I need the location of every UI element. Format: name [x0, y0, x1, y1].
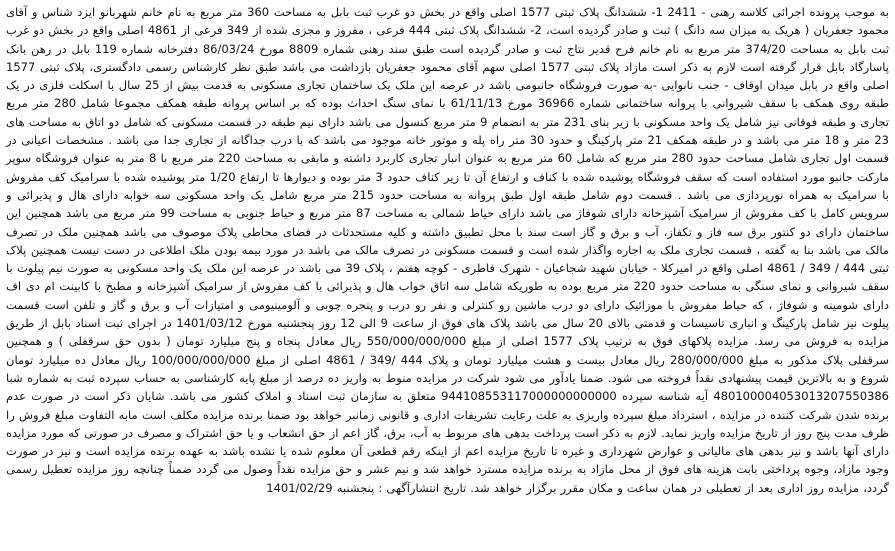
notice-body-text: به موجب پرونده اجرائی کلاسه رهنی - 2411 1- ششدانگ پلاک ثبتی 1577 اصلی واقع در بخش دو غرب ثبت بابل به مساحت 360 متر مربع به نام خانم شهربانو ایزد شناس و آقای محمود جعفریان ( هریک به میزان سه دانگ ) ثبت و صادر گردیده است، 2- ششدانگ پلاک ثبتی 444 فرعی ، مفروز و مجزی شده از 349 فرعی از 4861 اصلی واقع در بخش دو غرب ثبت بابل به مساحت 374/20 متر مربع به نام خانم فرح قدیر نتاج ثبت و صادر گردیده است طبق سند رهنی شماره 8809 مورخ 86/03/24 دفترخانه شماره 119 بابل در رهن بانک پاسارگاد بابل قرار گرفته است لازم به ذکر است مازاد پلاک ثبتی 1577 اصلی سهم آقای محمود جعفریان بازداشت می باشد طبق نظر کارشناس رسمی دادگستری، پلاک ثبتی 1577 اصلی واقع در بابل میدان اوقاف - جنب نانوایی -به صورت فروشگاه جانبومی باشد در عرصه این ملک یک ساختمان تجاری مسکونی به قدمت بیش از 25 سال با اسکلت فلزی در یک طبقه روی همکف با سقف شیروانی با پروانه ساختمانی شماره 36966 مورخ 61/11/13 با نمای سنگ احداث بوده که بر اساس پروانه طبقه همکف مجموعا شامل 280 متر مربع تجاری و طبقه فوقانی نیز شامل یک واحد مسکونی با زیر بنای 231 متر به انضمام 9 متر مربع کنسول می باشد دارای نیم طبقه در قسمت مسکونی که شامل دو اتاق به مساحت های 23 متر و 18 متر می باشد و در طبقه همکف 21 متر پارکینگ و حدود 30 متر راه پله و موتور خانه موجود می باشد که با درب جداگانه از تجاری جدا می باشد . مشخصات اعیانی در قسمت اول تجاری شامل مساحت حدود 280 متر مربع که شامل 60 متر مربع به عنوان انبار تجاری کاربرد داشته و مابقی به مساحت 220 متر مربع با 8 متر به عنوان فروشگاه سوپر مارکت جانبو مورد استفاده است که سقف فروشگاه پوشیده شده با کناف و ارتفاع آن تا زیر کناف حدود 3 متر بوده و دیوارها تا ارتفاع 1/20 متر پوشیده شده با سرامیک کف مفروش با سرامیک به همراه نورپردازی می باشد . قسمت دوم شامل طبقه اول طبق پروانه به مساحت حدود 215 متر مربع شامل یک واحد مسکونی سه خوابه دارای هال و پذیرائی و سرویس کامل با کف مفروش از سرامیک آشپزخانه دارای شوفاژ می باشد دارای حیاط شمالی به مساحت 87 متر مربع و حیاط جنوبی به مساحت 99 متر مربع می باشد همچنین این ساختمان دارای دو کنتور برق سه فاز و تکفاز، آب و برق و گاز است سند با محل تطبیق داشته و کلیه مستحدثات در فضای محاطی پلاک موصوف می باشد همچنین ملک در تصرف مالک می باشد بنا به گفته ، قسمت تجاری ملک به اجاره واگذار شده است و قسمت مسکونی در تصرف مالک می باشد در مورد بیمه بودن ملک اطلاعی در دست نیست همچنین پلاک ثبتی 444 / 349 / 4861 اصلی واقع در امیرکلا - خیابان شهید شجاعیان - شهرک فاطری - کوچه هفتم ، پلاک 39 می باشد در عرصه این ملک یک واحد مسکونی به صورت نیم پیلوت با سقف شیروانی و نمای سنگی به مساحت حدود 220 متر مربع بوده به طوریکه شامل سه اتاق خواب هال و پذیرائی با کف مفروش از سرامیک آشپزخانه و مطبخ با کابینت ام دی اف دارای شومینه و شوفاژ ، که حیاط مفروش با موزائیک دارای دو درب ماشین رو کنترلی و نفر رو درب و پنجره چوبی و آلومینیومی و امتیازات آب و برق و گاز و تلفن است قسمت پیلوت نیز شامل پارکینگ و انباری تاسیسات و قدمتی بالای 20 سال می باشد پلاک های فوق از ساعت 9 الی 12 روز پنجشنبه مورخ 1401/03/12 در اجرای ثبت اسناد بابل از طریق مزایده به فروش می رسد. مزایده پلاکهای فوق به ترتیب پلاک 1577 اصلی از مبلغ 550/000/000/000 ریال معادل پنجاه و پنج میلیارد تومان ( بدون حق سرقفلی ) و همچنین سرقفلی پلاک مذکور به مبلغ 280/000/000 ریال معادل بیست و هشت میلیارد تومان و پلاک 444 /349 / 4861 اصلی از مبلغ 100/000/000/000 ریال معادل ده میلیارد تومان شروع و به بالاترین قیمت پیشنهادی نقداً فروخته می شود. ضمنا یادآور می شود شرکت در مزایده منوط به واریز ده درصد از مبلغ پایه کارشناسی به حساب سپرده ثبت به شماره شبا 480100004053013207550386 آیه شناسه سپرده 944108553117000000000000 متعلق به سازمان ثبت اسناد و املاک کشور می باشد. شایان ذکر است در صورت عدم برنده شدن شرکت کننده در مزایده ، استرداد مبلغ سپرده واریزی به علت رعایت تشریفات اداری و قانونی زمانبر خواهد بود ضمنا برنده مزایده مکلف است مابه التفاوت مبلغ فروش را ظرف مدت پنج روز از تاریخ مزایده واریز نماید. لازم به ذکر است پرداخت بدهی های مربوط به آب، برق، گاز اعم از حق انشعاب و یا حق اشتراک و مصرف در صورتی که مورد مزایده دارای آنها باشد و نیز بدهی های مالیاتی و عوارض شهرداری و غیره تا تاریخ مزایده اعم از اینکه رقم قطعی آن معلوم شده یا نشده باشد به عهده برنده مزایده است و نیز در صورت وجود مازاد، وجوه پرداختی بابت هزینه های فوق از محل مازاد به برنده مزایده مسترد خواهد شد و نیم عشر و حق مزایده نقداً وصول می گردد ضمناً چنانچه روز مزایده تعطیل رسمی گردد، مزایده روز اداری بعد از تعطیلی در همان ساعت و مکان مقرر برگزار خواهد شد. تاریخ انتشارآگهی : پنجشنبه 1401/02/29 [6, 5, 890, 495]
